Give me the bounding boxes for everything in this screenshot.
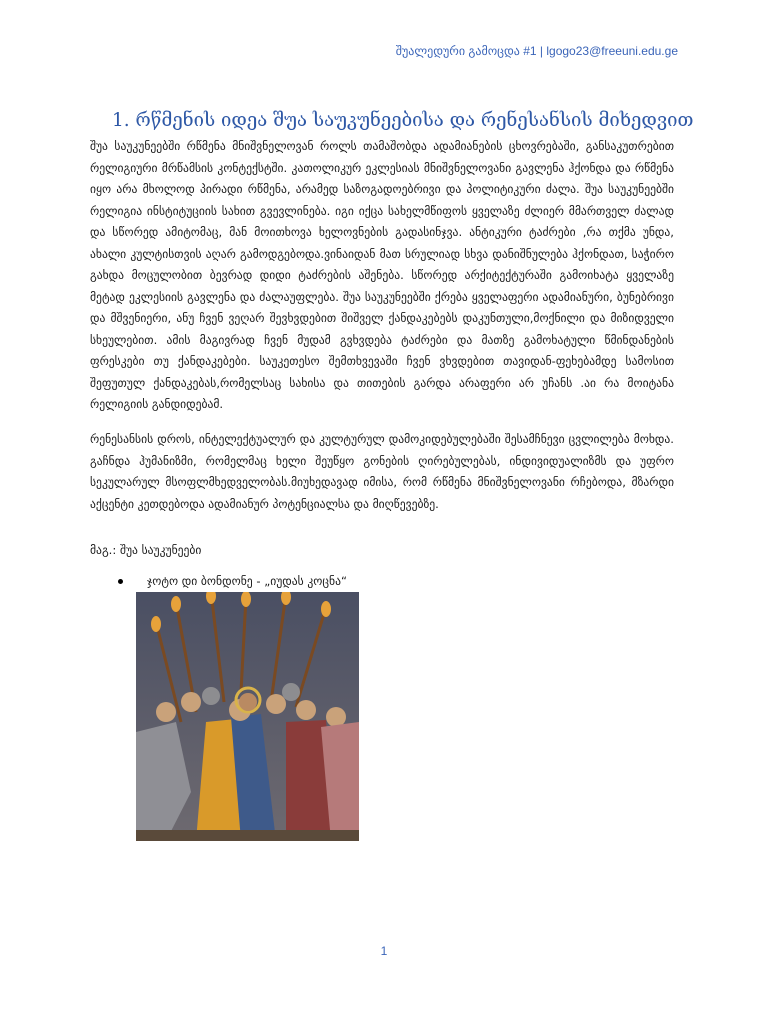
bullet-item-text: ჯოტო დი ბონდონე - „იუდას კოცნა“ <box>147 574 347 588</box>
page-number: 1 <box>380 944 388 958</box>
painting-kiss-of-judas <box>136 592 359 841</box>
bullet-list-item <box>118 574 347 588</box>
section-heading: 1. რწმენის იდეა შუა საუკუნეებისა და რენესანსის მიხედვით <box>112 110 694 131</box>
page-header: შუალედური გამოცდა #1 | lgogo23@freeuni.edu.ge <box>395 44 678 58</box>
example-label: მაგ.: შუა საუკუნეები <box>90 543 202 557</box>
paragraph-middle-ages: შუა საუკუნეებში რწმენა მნიშვნელოვან როლს თამაშობდა ადამიანების ცხოვრებაში, განსაკუთრებით რელიგიური მრწამსის კონტექსტში. კათოლიკურ ეკლესიას მნიშვნელოვანი გავლენა ჰქონდა და რწმენა იყო არა მხოლოდ პირადი რწმენა, არამედ საზოგადოებრივი და პოლიტიკური ძალა. შუა საუკუნეებში რელიგია ინსტიტუციის სახით გვევლინება. იგი იქცა სახელმწიფოს ყველაზე ძლიერ მმართველ ძალად და სწორედ ამიტომაც, მან მოითხოვა ხელოვნების გადასინჯვა. ანტიკური ტაძრები ,რა თქმა უნდა, ახალი კულტისთვის აღარ გამოდგებოდა.ვინაიდან მათ სრულიად სხვა დანიშნულება ჰქონდათ, საჭირო გახდა მოცულობით ბევრად დიდი ტაძრების აშენება. სწორედ არქიტექტურაში გამოიხატა ყველაზე მეტად ეკლესიის გავლენა და ძალაუფლება. შუა საუკუნეებში ქრება ყველაფერი ადამიანური, ბუნებრივი და მშვენიერი, ანუ ჩვენ ვეღარ შევხვდებით შიშველ ქანდაკებებს დაკუნთული,მოქნილი და მიზიდველი სხეულებით. ამის მაგივრად ჩვენ მუდამ გვხვდება ტაძრები და მათზე გამოხატული წმინდანების ფრესკები თუ ქანდაკებები. საუკეთესო შემთხვევაში ჩვენ ვხვდებით თავიდან-ფეხებამდე სამოსით შეფუთულ ქანდაკებას,რომელსაც სახისა და თითების გარდა არაფერი არ უჩანს .აი რა მოიტანა რელიგიის განდიდებამ. <box>90 139 674 411</box>
bullet-icon <box>118 579 123 584</box>
paragraph-renaissance: რენესანსის დროს, ინტელექტუალურ და კულტურულ დამოკიდებულებაში შესამჩნევი ცვლილება მოხდა. გაჩნდა ჰუმანიზმი, რომელმაც ხელი შეუწყო გონების ღირებულებას, ინდივიდუალიზმს და უფრო სეკულარულ მსოფლმხედველობას.მიუხედავად იმისა, რომ რწმენა მნიშვნელოვანი რჩებოდა, მზარდი აქცენტი კეთდებოდა ადამიანურ პოტენციალსა და მიღწევებზე. <box>90 432 674 511</box>
